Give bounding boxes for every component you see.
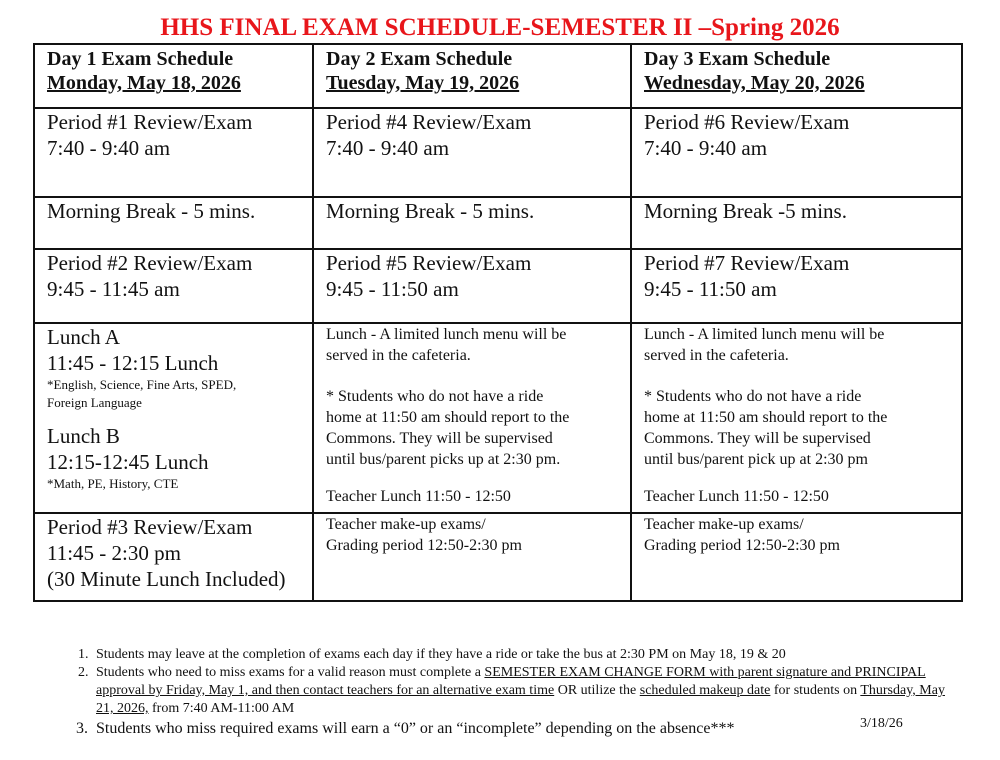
note-2-text: for students on — [770, 683, 861, 698]
table-row — [34, 197, 962, 249]
revision-date: 3/18/26 — [860, 716, 903, 731]
ride-text: Commons. They will be supervised — [644, 430, 871, 447]
lunch-a-time: 11:45 - 12:15 Lunch — [47, 351, 219, 375]
day3-period-b — [631, 249, 962, 323]
ride-text: home at 11:50 am should report to the — [644, 409, 888, 426]
day3-heading: Day 3 Exam Schedule — [644, 48, 831, 70]
period-extra: (30 Minute Lunch Included) — [47, 567, 286, 591]
period-label: Period #6 Review/Exam — [644, 110, 850, 134]
period-time: 7:40 - 9:40 am — [326, 136, 450, 160]
makeup-text: Teacher make-up exams/ — [326, 516, 486, 533]
period-label: Period #4 Review/Exam — [326, 110, 532, 134]
day2-makeup — [313, 513, 631, 601]
makeup-day-text: Thursday, May 21, 2026, — [96, 683, 945, 716]
period-time: 9:45 - 11:45 am — [47, 277, 180, 301]
day3-date: Wednesday, May 20, 2026 — [644, 72, 865, 94]
notes-list — [60, 646, 952, 740]
note-3 — [92, 718, 952, 740]
day1-header — [34, 44, 313, 108]
day1-period-b — [34, 249, 313, 323]
lunch-text: served in the cafeteria. — [644, 347, 789, 364]
note-3-text: Students who miss required exams will earn a “0” or an “incomplete” depending on the absence*** — [96, 720, 735, 737]
day1-lunch — [34, 323, 313, 513]
day3-makeup — [631, 513, 962, 601]
note-2-text: from 7:40 AM-11:00 AM — [148, 701, 295, 716]
period-label: Period #5 Review/Exam — [326, 251, 532, 275]
ride-text: until bus/parent picks up at 2:30 pm. — [326, 451, 561, 468]
period-label: Period #7 Review/Exam — [644, 251, 850, 275]
period-time: 11:45 - 2:30 pm — [47, 541, 181, 565]
ride-text: Commons. They will be supervised — [326, 430, 553, 447]
table-header-row — [34, 44, 962, 108]
break-text: Morning Break -5 mins. — [644, 199, 847, 223]
day3-period-a — [631, 108, 962, 197]
lunch-a-title: Lunch A — [47, 325, 120, 349]
lunch-text: Lunch - A limited lunch menu will be — [326, 326, 567, 343]
table-row — [34, 249, 962, 323]
note-2-text: OR utilize the — [554, 683, 640, 698]
lunch-b-note: *Math, PE, History, CTE — [47, 476, 179, 491]
note-2 — [92, 664, 952, 718]
day1-period-c — [34, 513, 313, 601]
day2-period-b — [313, 249, 631, 323]
exam-schedule-table — [33, 43, 963, 602]
teacher-lunch: Teacher Lunch 11:50 - 12:50 — [326, 488, 511, 505]
note-1-text: Students may leave at the completion of exams each day if they have a ride or take the bus at 2:30 PM on May 18, 19 & 20 — [96, 647, 786, 662]
day1-break — [34, 197, 313, 249]
makeup-date-text: scheduled makeup date — [639, 683, 771, 698]
day1-period-a — [34, 108, 313, 197]
break-text: Morning Break - 5 mins. — [47, 199, 256, 223]
lunch-text: served in the cafeteria. — [326, 347, 471, 364]
ride-text: * Students who do not have a ride — [644, 388, 862, 405]
exam-change-form-text: SEMESTER EXAM CHANGE FORM with parent signature and PRINCIPAL approval by Friday, May 1, and then contact teachers for an alternative exam time — [96, 665, 926, 698]
period-time: 9:45 - 11:50 am — [326, 277, 459, 301]
period-time: 9:45 - 11:50 am — [644, 277, 777, 301]
day2-header — [313, 44, 631, 108]
table-row — [34, 323, 962, 513]
period-label: Period #2 Review/Exam — [47, 251, 253, 275]
page-title: HHS FINAL EXAM SCHEDULE-SEMESTER II –Spring 2026 — [160, 14, 840, 41]
period-time: 7:40 - 9:40 am — [644, 136, 768, 160]
table-row — [34, 108, 962, 197]
ride-text: until bus/parent pick up at 2:30 pm — [644, 451, 868, 468]
day2-period-a — [313, 108, 631, 197]
break-text: Morning Break - 5 mins. — [326, 199, 535, 223]
day1-heading: Day 1 Exam Schedule — [47, 48, 234, 70]
day3-break — [631, 197, 962, 249]
note-1 — [92, 646, 952, 664]
day2-break — [313, 197, 631, 249]
lunch-b-time: 12:15-12:45 Lunch — [47, 450, 209, 474]
lunch-a-note: Foreign Language — [47, 395, 142, 410]
table-row — [34, 513, 962, 601]
teacher-lunch: Teacher Lunch 11:50 - 12:50 — [644, 488, 829, 505]
day1-date: Monday, May 18, 2026 — [47, 72, 241, 94]
day3-header — [631, 44, 962, 108]
lunch-a-note: *English, Science, Fine Arts, SPED, — [47, 377, 237, 392]
makeup-text: Teacher make-up exams/ — [644, 516, 804, 533]
makeup-text: Grading period 12:50-2:30 pm — [326, 537, 522, 554]
period-label: Period #1 Review/Exam — [47, 110, 253, 134]
day2-date: Tuesday, May 19, 2026 — [326, 72, 520, 94]
lunch-b-title: Lunch B — [47, 424, 120, 448]
ride-text: home at 11:50 am should report to the — [326, 409, 570, 426]
day3-lunch — [631, 323, 962, 513]
day2-heading: Day 2 Exam Schedule — [326, 48, 513, 70]
period-time: 7:40 - 9:40 am — [47, 136, 171, 160]
day2-lunch — [313, 323, 631, 513]
period-label: Period #3 Review/Exam — [47, 515, 253, 539]
note-2-text: Students who need to miss exams for a valid reason must complete a — [96, 665, 485, 680]
makeup-text: Grading period 12:50-2:30 pm — [644, 537, 840, 554]
ride-text: * Students who do not have a ride — [326, 388, 544, 405]
lunch-text: Lunch - A limited lunch menu will be — [644, 326, 885, 343]
